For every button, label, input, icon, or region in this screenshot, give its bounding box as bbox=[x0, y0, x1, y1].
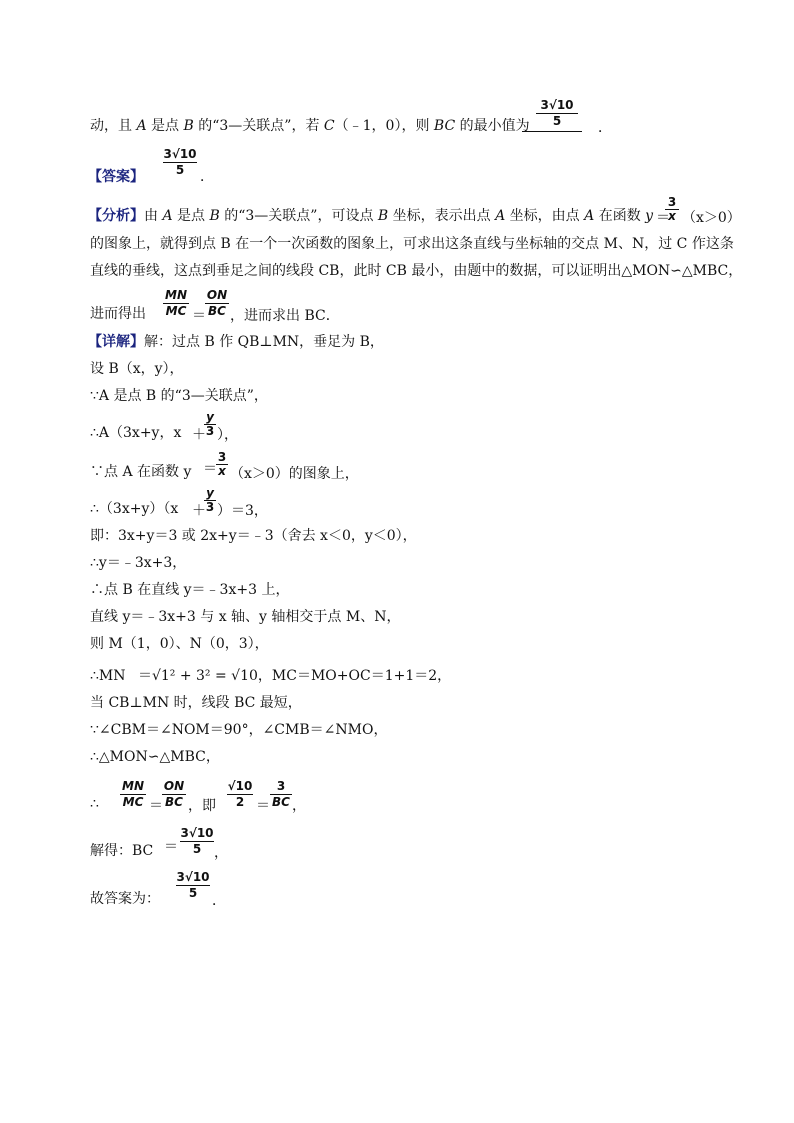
text: A bbox=[584, 208, 595, 224]
fraction-denominator: MC bbox=[165, 304, 187, 318]
fraction-3-x bbox=[216, 451, 228, 478]
detail-line-16-prefix: ∴ bbox=[90, 796, 99, 812]
text: 在函数 bbox=[594, 208, 646, 224]
fraction-numerator: y bbox=[204, 411, 216, 425]
text: ）， bbox=[217, 427, 238, 443]
text: 由 bbox=[144, 208, 163, 224]
detail-line-18: 故答案为： bbox=[90, 891, 160, 907]
fraction-numerator: 3 bbox=[665, 196, 679, 210]
fraction-denominator: x bbox=[668, 209, 676, 223]
answer-blank-underline bbox=[522, 131, 582, 132]
fraction-denominator: BC bbox=[208, 304, 226, 318]
fraction-numerator: MN bbox=[120, 779, 146, 795]
text: 解：过点 B 作 QB⊥MN，垂足为 B， bbox=[144, 334, 384, 350]
final-answer-fraction bbox=[176, 870, 210, 901]
detail-line-13: 当 CB⊥MN 时，线段 BC 最短， bbox=[90, 695, 302, 711]
period: ． bbox=[212, 893, 226, 909]
mn-length-formula: ＝√1² + 3² = √10 bbox=[137, 668, 258, 684]
plus: ＋ bbox=[192, 503, 206, 519]
fraction-y-3 bbox=[204, 487, 216, 514]
detail-label: 【详解】 bbox=[88, 334, 144, 350]
text: 坐标，由点 bbox=[505, 208, 585, 224]
ratio-sqrt10-2 bbox=[227, 779, 253, 810]
detail-line-15: ∴△MON∽△MBC， bbox=[90, 749, 220, 765]
detail-line-17: 解得：BC bbox=[90, 843, 154, 859]
fraction-y-3 bbox=[204, 411, 216, 438]
question-line bbox=[90, 117, 530, 135]
text: B bbox=[377, 208, 389, 224]
text: ， bbox=[214, 845, 228, 861]
detail-line-14: ∵∠CBM＝∠NOM＝90°，∠CMB＝∠NMO， bbox=[90, 722, 388, 738]
fraction-numerator: 3√10 bbox=[176, 870, 210, 884]
text: A bbox=[162, 208, 173, 224]
analysis-line-3: 直线的垂线，这点到垂足之间的线段 CB，此时 CB 最小，由题中的数据，可以证明出△MON∽△MBC， bbox=[90, 263, 743, 279]
text: 的“3—关联点”，可设点 bbox=[219, 208, 378, 224]
detail-line-4: ∴A（3x+y，x bbox=[90, 425, 182, 441]
fraction-denominator: MC bbox=[122, 795, 144, 809]
text: y bbox=[645, 208, 654, 224]
detail-line-1 bbox=[88, 333, 384, 351]
fraction-numerator: 3 bbox=[270, 779, 292, 795]
fraction-numerator: 3√10 bbox=[536, 98, 578, 114]
equals: ＝ bbox=[256, 798, 270, 814]
fraction-numerator: MN bbox=[163, 288, 189, 304]
fraction-numerator: 3 bbox=[217, 450, 227, 464]
fraction-numerator: √10 bbox=[227, 779, 253, 793]
fraction-numerator: 3√10 bbox=[163, 147, 197, 161]
detail-line-10: 直线 y＝﹣3x+3 与 x 轴、y 轴相交于点 M、N， bbox=[90, 609, 401, 625]
detail-line-7: 即：3x+y＝3 或 2x+y＝﹣3（舍去 x＜0，y＜0）， bbox=[90, 528, 417, 544]
equals: ＝ bbox=[149, 798, 163, 814]
fraction-denominator: 5 bbox=[188, 886, 198, 900]
fraction-numerator: ON bbox=[163, 779, 185, 793]
fraction-denominator: BC bbox=[165, 795, 183, 809]
ratio-3-bc bbox=[270, 779, 292, 810]
ratio-on-bc bbox=[162, 779, 186, 810]
text: 的最小值为 bbox=[455, 118, 530, 134]
analysis-line-1 bbox=[88, 207, 653, 225]
fraction-numerator: 3√10 bbox=[180, 826, 214, 840]
analysis-fraction bbox=[665, 196, 679, 223]
analysis-ratio-mn-mc bbox=[163, 288, 189, 319]
fraction-denominator: x bbox=[218, 464, 226, 478]
detail-line-11: 则 M（1，0）、N（0，3）， bbox=[90, 636, 269, 652]
answer-label: 【答案】 bbox=[88, 169, 144, 185]
fraction-denominator: 3 bbox=[205, 424, 215, 438]
analysis-line-4-suffix: ，进而求出 BC． bbox=[230, 308, 340, 324]
text: B bbox=[209, 208, 220, 224]
text: A bbox=[495, 208, 506, 224]
analysis-condition: （x＞0） bbox=[682, 210, 741, 226]
detail-line-2: 设 B（x，y）， bbox=[90, 361, 184, 377]
detail-line-3: ∵A 是点 B 的“3—关联点”， bbox=[90, 388, 268, 404]
text: （﹣1，0），则 bbox=[334, 118, 434, 134]
text: 的“3—关联点”，若 bbox=[193, 118, 324, 134]
answer-blank-fraction bbox=[536, 98, 578, 129]
equals: ＝ bbox=[164, 839, 178, 855]
bc-result-fraction bbox=[180, 826, 214, 857]
point-c: C bbox=[323, 118, 335, 134]
fraction-numerator: ON bbox=[206, 288, 228, 302]
fraction-denominator: 2 bbox=[235, 795, 245, 809]
point-a: A bbox=[136, 118, 147, 134]
equals: ＝ bbox=[203, 461, 217, 477]
analysis-ratio-on-bc bbox=[205, 288, 229, 319]
text: ， bbox=[292, 798, 306, 814]
detail-line-6: ∴（3x+y）（x bbox=[90, 501, 179, 517]
segment-bc: BC bbox=[433, 118, 456, 134]
fraction-denominator: 5 bbox=[552, 114, 562, 128]
analysis-line-4-prefix: 进而得出 bbox=[90, 306, 146, 322]
answer-fraction bbox=[163, 147, 197, 178]
fraction-denominator: 5 bbox=[192, 842, 202, 856]
text: ∴MN bbox=[90, 668, 126, 684]
text: （x＞0）的图象上， bbox=[230, 466, 359, 482]
detail-line-12 bbox=[90, 667, 451, 685]
text: 是点 bbox=[146, 118, 184, 134]
ratio-mn-mc bbox=[120, 779, 146, 810]
text: 坐标，表示出点 bbox=[388, 208, 496, 224]
equals: ＝ bbox=[192, 308, 206, 324]
text: ，MC＝MO+OC＝1+1＝2， bbox=[257, 668, 452, 684]
plus: ＋ bbox=[192, 427, 206, 443]
period: ． bbox=[598, 120, 612, 136]
fraction-numerator: y bbox=[204, 487, 216, 501]
fraction-denominator: 3 bbox=[205, 500, 215, 514]
analysis-label: 【分析】 bbox=[88, 208, 144, 224]
text: ，即 bbox=[188, 798, 216, 814]
fraction-denominator: BC bbox=[272, 795, 290, 809]
period: ． bbox=[200, 169, 214, 185]
analysis-line-2: 的图象上，就得到点 B 在一个一次函数的图象上，可求出这条直线与坐标轴的交点 M、N，过 C 作这条 bbox=[90, 236, 734, 252]
text: 动，且 bbox=[90, 118, 137, 134]
detail-line-5: ∵点 A 在函数 y bbox=[90, 464, 192, 480]
text: 是点 bbox=[172, 208, 210, 224]
text: ）＝3， bbox=[217, 503, 268, 519]
fraction-denominator: 5 bbox=[175, 163, 185, 177]
detail-line-9: ∴点 B 在直线 y＝﹣3x+3 上， bbox=[90, 582, 290, 598]
detail-line-8: ∴y＝﹣3x+3， bbox=[90, 555, 187, 571]
point-b: B bbox=[183, 118, 194, 134]
analysis-fraction-eq: ＝ bbox=[656, 210, 670, 226]
